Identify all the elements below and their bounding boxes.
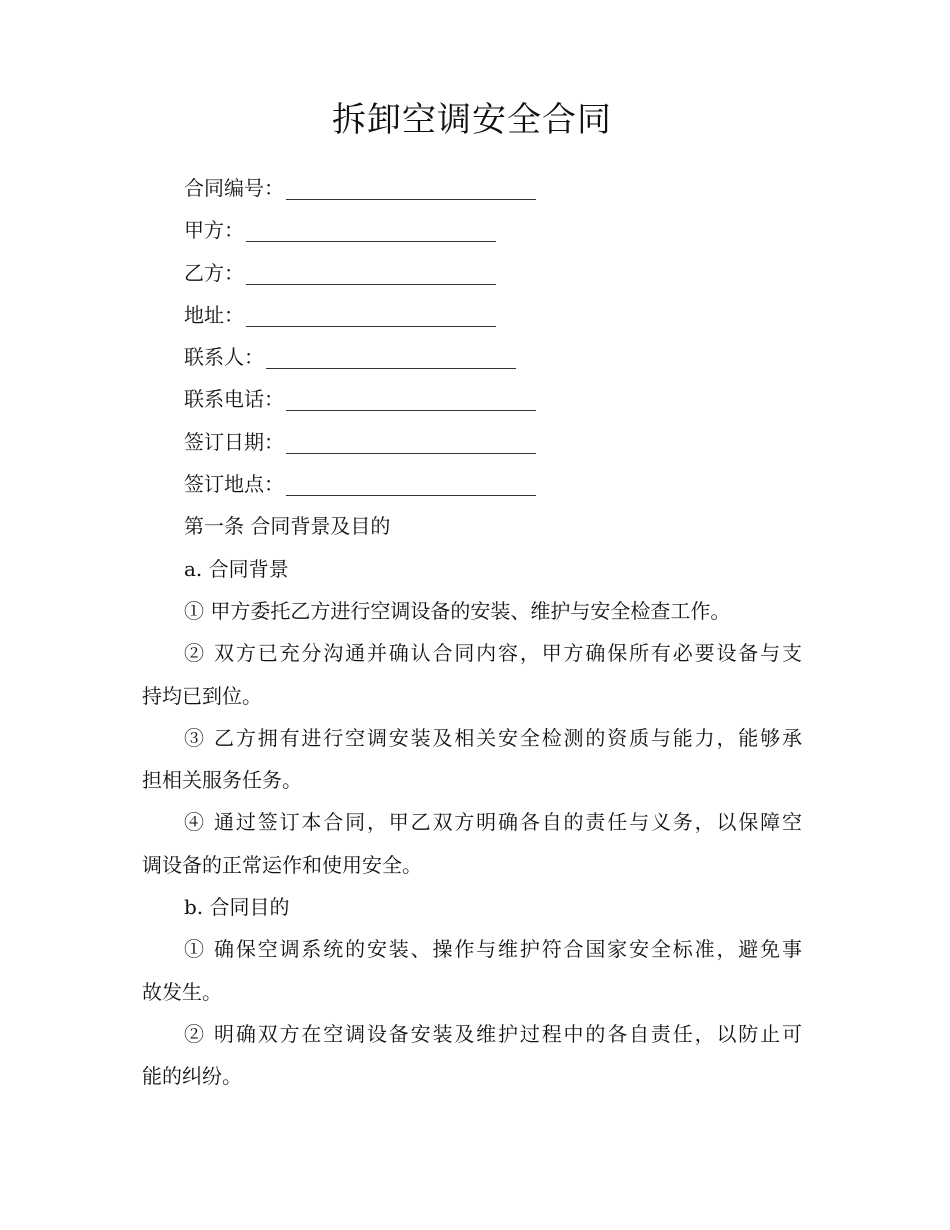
paragraph-line: ① 确保空调系统的安装、操作与维护符合国家安全标准，避免事 <box>184 937 802 962</box>
field-label: 甲方： <box>184 218 244 243</box>
paragraph-a2 <box>142 632 802 717</box>
blank-line <box>286 198 536 200</box>
blank-line <box>266 367 516 369</box>
blank-line <box>246 325 496 327</box>
paragraph-line: ③ 乙方拥有进行空调安装及相关安全检测的资质与能力，能够承 <box>184 725 802 750</box>
field-label: 签订日期： <box>184 429 284 454</box>
field-label: 联系人： <box>184 345 264 370</box>
paragraph-line: 调设备的正常运作和使用安全。 <box>142 852 422 877</box>
field-contact-person <box>142 336 802 378</box>
paragraph-a4 <box>142 801 802 886</box>
field-party-a <box>142 209 802 251</box>
paragraph-line: ② 双方已充分沟通并确认合同内容，甲方确保所有必要设备与支 <box>184 641 802 666</box>
article-heading: 第一条 合同背景及目的 <box>184 514 391 539</box>
blank-line <box>286 494 536 496</box>
field-contact-phone <box>142 378 802 420</box>
field-signing-date <box>142 421 802 463</box>
paragraph-a1 <box>142 590 802 632</box>
paragraph-b1 <box>142 928 802 1013</box>
field-label: 签订地点： <box>184 472 284 497</box>
paragraph-line: 持均已到位。 <box>142 683 262 708</box>
field-contract-number <box>142 167 802 209</box>
field-label: 联系电话： <box>184 387 284 412</box>
paragraph-line: ① 甲方委托乙方进行空调设备的安装、维护与安全检查工作。 <box>184 598 731 623</box>
paragraph-line: ② 明确双方在空调设备安装及维护过程中的各自责任，以防止可 <box>184 1021 802 1046</box>
blank-line <box>286 409 536 411</box>
field-party-b <box>142 252 802 294</box>
paragraph-line: ④ 通过签订本合同，甲乙双方明确各自的责任与义务，以保障空 <box>184 810 802 835</box>
section-heading-b: b. 合同目的 <box>184 895 290 920</box>
paragraph-a3 <box>142 717 802 802</box>
paragraph-line: 能的纠纷。 <box>142 1064 242 1089</box>
blank-line <box>246 283 496 285</box>
blank-line <box>246 240 496 242</box>
paragraph-line: 担相关服务任务。 <box>142 768 302 793</box>
paragraph-b2 <box>142 1013 802 1098</box>
contract-document <box>142 0 802 1098</box>
blank-line <box>286 452 536 454</box>
field-signing-place <box>142 463 802 505</box>
field-label: 乙方： <box>184 260 244 285</box>
field-label: 合同编号： <box>184 176 284 200</box>
paragraph-line: 故发生。 <box>142 979 222 1004</box>
field-label: 地址： <box>184 302 244 327</box>
field-address <box>142 294 802 336</box>
document-title: 拆卸空调安全合同 <box>332 100 612 140</box>
section-heading-a: a. 合同背景 <box>184 556 289 581</box>
